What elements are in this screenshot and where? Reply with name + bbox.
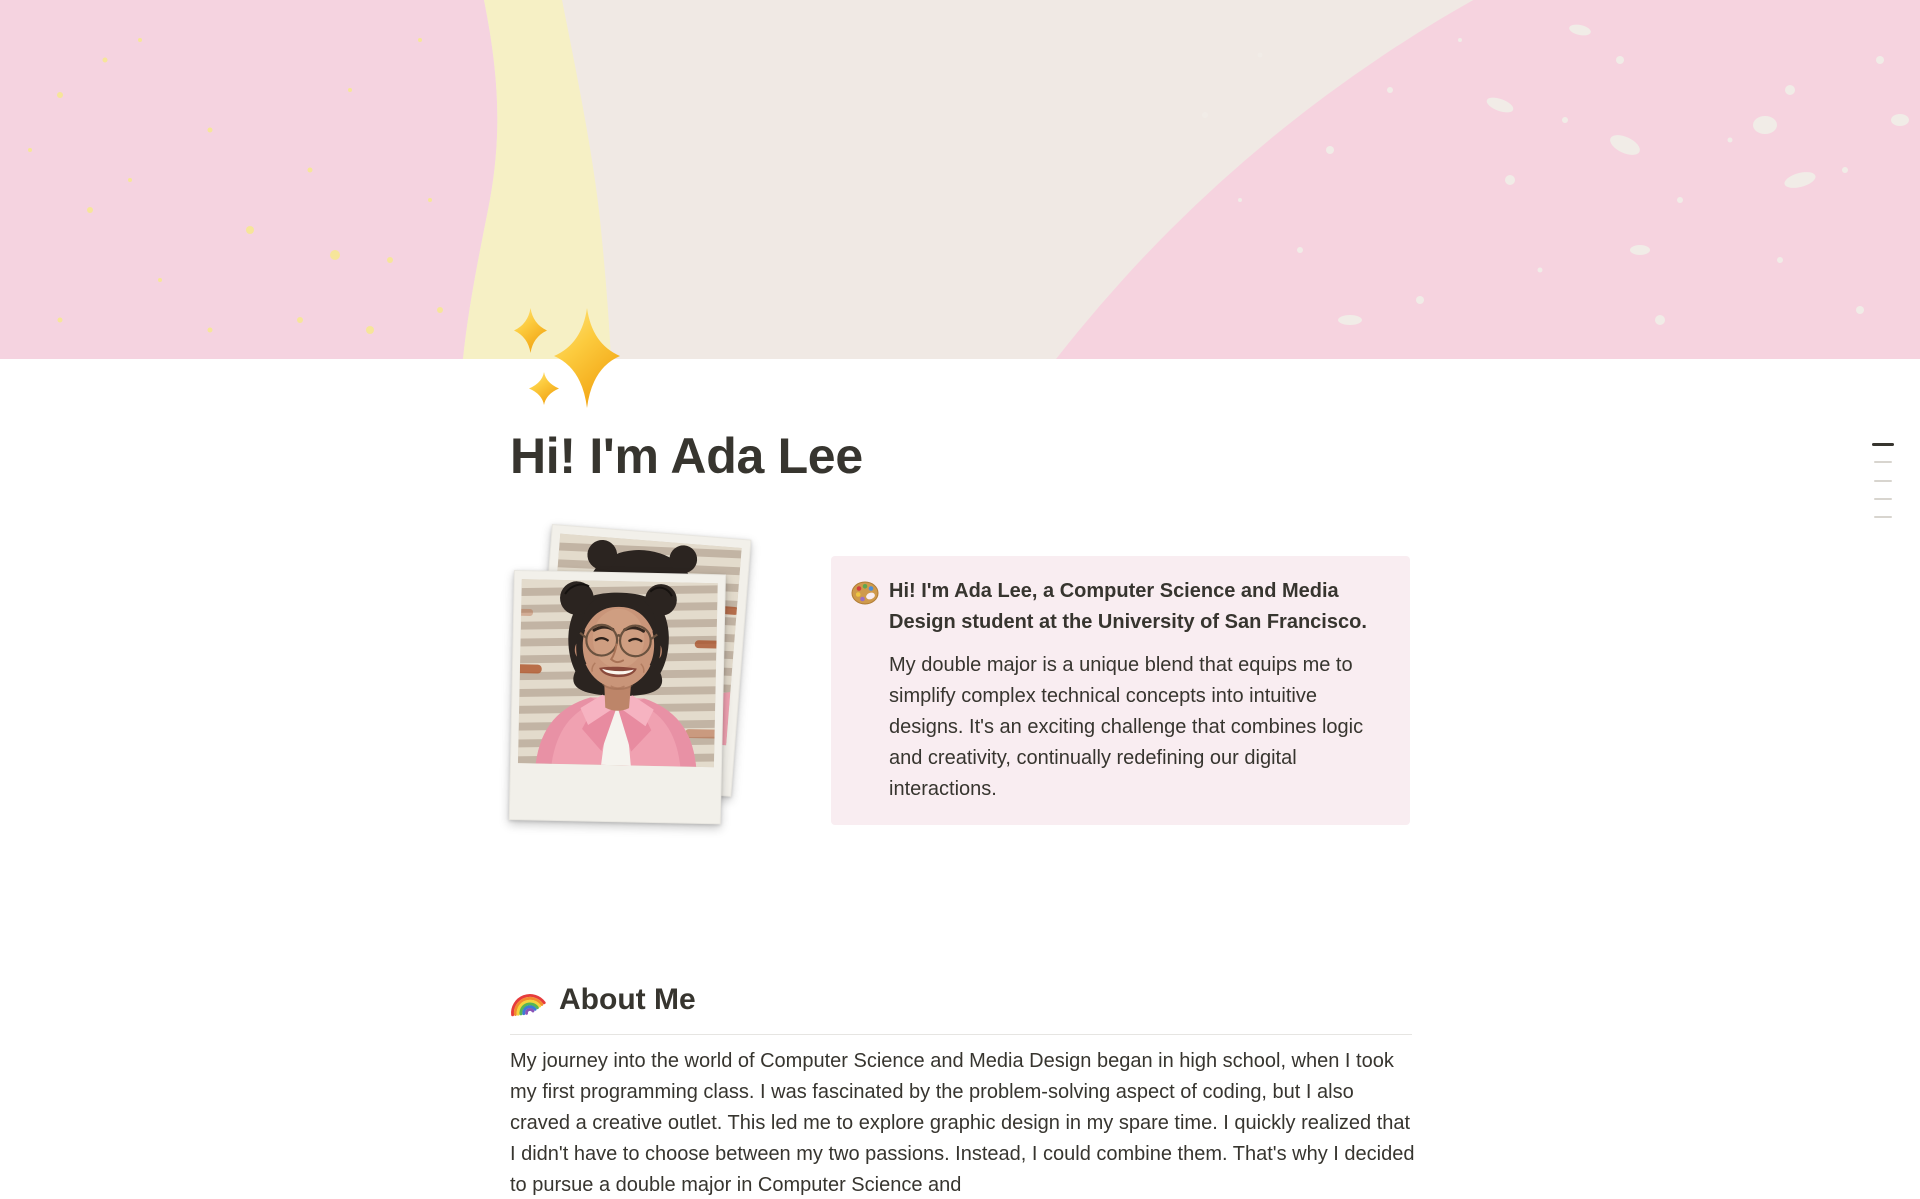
callout-text[interactable] [889,576,1390,805]
artist-palette-icon [851,578,879,606]
callout-body-text[interactable]: My double major is a unique blend that equips me to simplify complex technical concepts into intuitive designs. It's an exciting challenge that combines logic and creativity, continually redefining our digital interactions. [889,654,1364,800]
polaroid-photo-block[interactable] [514,524,774,834]
outline-line[interactable] [1874,498,1892,500]
page-icon[interactable] [512,306,620,408]
outline-line[interactable] [1874,480,1892,482]
about-me-heading[interactable] [510,982,696,1018]
about-me-heading-label: About Me [559,983,696,1016]
callout-bold-text[interactable]: Hi! I'm Ada Lee, a Computer Science and Media Design student at the University of San Francisco. [889,580,1367,633]
rainbow-icon [510,983,550,1017]
about-paragraph[interactable]: My journey into the world of Computer Science and Media Design began in high school, when I took my first programming class. I was fascinated by the problem-solving aspect of coding, but I also craved a creative outlet. This led me to explore graphic design in my spare time. I quickly realized that I didn't have to choose between my two passions. Instead, I could combine them. That's why I decided to pursue a double major in Computer Science and [510,1050,1415,1196]
outline-indicator[interactable] [1872,443,1894,523]
page-content [510,0,1415,1199]
sparkles-icon [512,306,620,408]
polaroid-front [509,570,726,824]
portrait-photo [518,579,718,767]
outline-line[interactable] [1874,516,1892,518]
outline-line-active[interactable] [1872,443,1894,446]
outline-line[interactable] [1874,461,1892,463]
divider [510,1034,1412,1035]
intro-callout[interactable] [831,556,1410,825]
page-title[interactable]: Hi! I'm Ada Lee [510,428,863,484]
